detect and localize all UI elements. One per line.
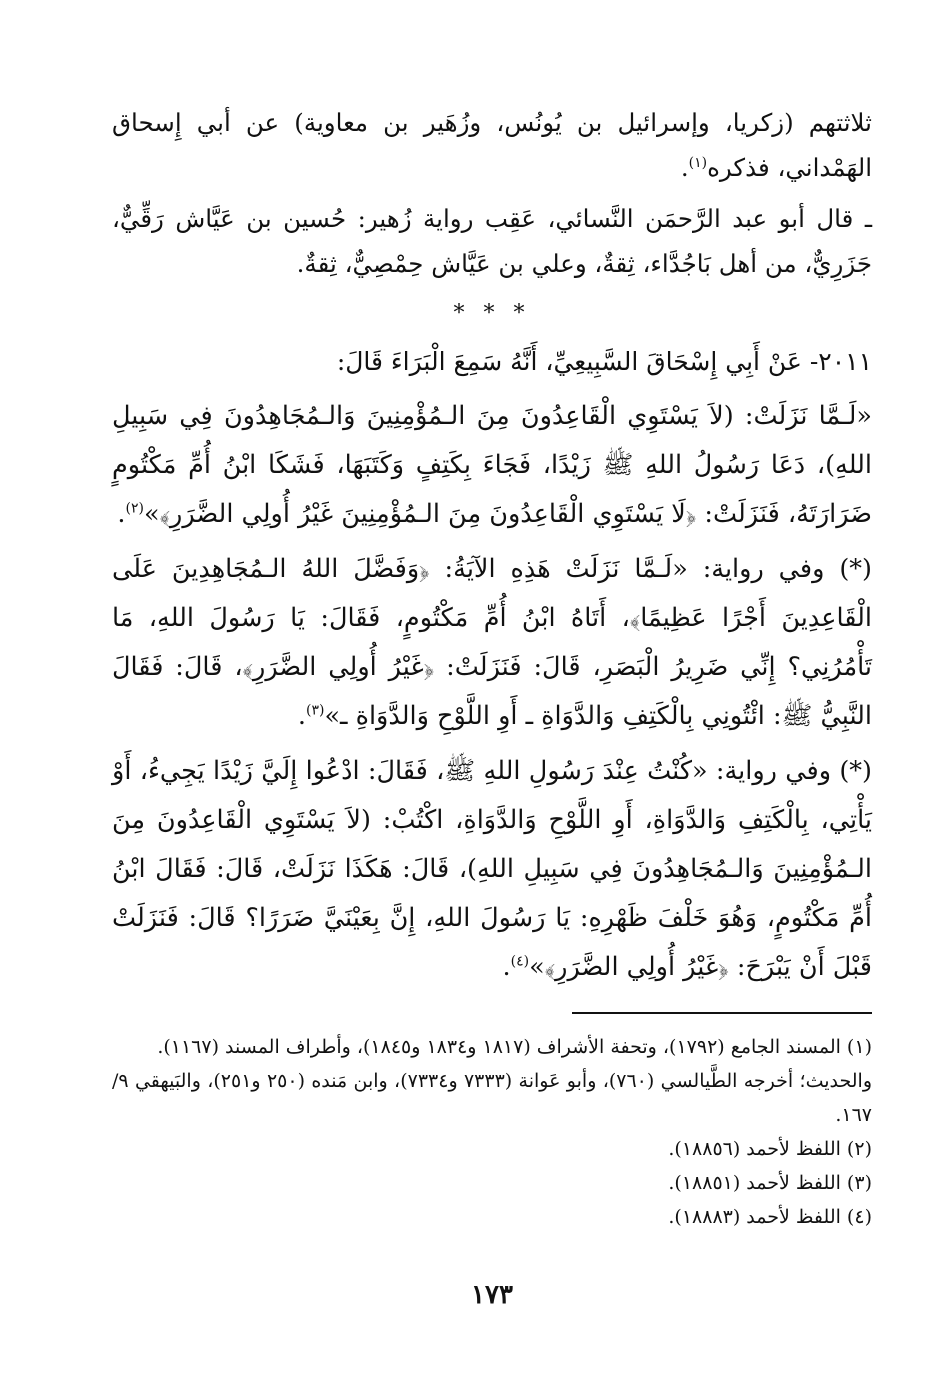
- intro-narrators-paragraph: [112, 100, 872, 190]
- intro-narrators-text: ثلاثتهم (زكريا، وإسرائيل بن يُونُس، وزُهَير بن معاوية) عن أبي إِسحاق الهَمْداني، فذكره: [112, 108, 872, 182]
- footnote-3: (٣) اللفظ لأحمد (١٨٨٥١).: [668, 1172, 872, 1194]
- footnote-ref-3: (٣): [305, 702, 325, 719]
- footnote-4: (٤) اللفظ لأحمد (١٨٨٨٣).: [668, 1206, 872, 1228]
- footnote-ref-4: (٤): [510, 953, 530, 970]
- riwaya-1-body: (*) وفي رواية: «لَـمَّا نَزَلَتْ هَذِهِ الآيَةُ: ﴿وَفَضَّلَ اللهُ الـمُجَاهِدِينَ عَلَى الْقَاعِدِينَ أَجْرًا عَظِيمًا﴾، أَتَاهُ ابْنُ أُمِّ مَكْتُومٍ، فَقَالَ: يَا رَسُولَ اللهِ، مَا تَأْمُرُنِي؟ إِنِّي ضَرِيرُ الْبَصَرِ، قَالَ: فَنَزَلَتْ: ﴿غَيْرُ أُولِي الضَّرَرِ﴾، قَالَ: فَقَالَ النَّبِيُّ ﷺ: ائْتُونِي بِالْكَتِفِ وَالدَّوَاةِ ـ أَوِ اللَّوْحِ وَالدَّوَاةِ ـ»: [112, 554, 872, 731]
- riwaya-2-body: (*) وفي رواية: «كُنْتُ عِنْدَ رَسُولِ اللهِ ﷺ، فَقَالَ: ادْعُوا إِلَيَّ زَيْدًا يَجِيءُ، أَوْ يَأْتِي، بِالْكَتِفِ وَالدَّوَاةِ، أَوِ اللَّوْحِ وَالدَّوَاةِ، اكْتُبْ: (لاَ يَسْتَوِي الْقَاعِدُونَ مِنَ الـمُؤْمِنِينَ وَالـمُجَاهِدُونَ فِي سَبِيلِ اللهِ)، قَالَ: هَكَذَا نَزَلَتْ، قَالَ: فَقَالَ ابْنُ أُمِّ مَكْتُومٍ، وَهُوَ خَلْفَ ظَهْرِهِ: يَا رَسُولَ اللهِ، إِنَّ بِعَيْنَيَّ ضَرَرًا؟ قَالَ: فَنَزَلَتْ قَبْلَ أَنْ يَبْرَحَ: ﴿غَيْرُ أُولِي الضَّرَرِ﴾»: [112, 756, 872, 982]
- hadith-riwaya-1: (*) وفي رواية: «لَـمَّا نَزَلَتْ هَذِهِ الآيَةُ: ﴿وَفَضَّلَ اللهُ الـمُجَاهِدِينَ عَلَى الْقَاعِدِينَ أَجْرًا عَظِيمًا﴾، أَتَاهُ ابْنُ أُمِّ مَكْتُومٍ، فَقَالَ: يَا رَسُولَ اللهِ، مَا تَأْمُرُنِي؟ إِنِّي ضَرِيرُ الْبَصَرِ، قَالَ: فَنَزَلَتْ: ﴿غَيْرُ أُولِي الضَّرَرِ﴾، قَالَ: فَقَالَ النَّبِيُّ ﷺ: ائْتُونِي بِالْكَتِفِ وَالدَّوَاةِ ـ أَوِ اللَّوْحِ وَالدَّوَاةِ ـ»$^{(٣)}$.: [112, 554, 872, 731]
- intro-narrators-end: .: [680, 153, 689, 182]
- footnote-1: (١) المسند الجامع (١٧٩٢)، وتحفة الأشراف (١٨١٧ و١٨٣٤ و١٨٤٥)، وأطراف المسند (١١٦٧).: [157, 1036, 872, 1058]
- hadith-riwaya-2: (*) وفي رواية: «كُنْتُ عِنْدَ رَسُولِ اللهِ ﷺ، فَقَالَ: ادْعُوا إِلَيَّ زَيْدًا يَجِيءُ، أَوْ يَأْتِي، بِالْكَتِفِ وَالدَّوَاةِ، أَوِ اللَّوْحِ وَالدَّوَاةِ، اكْتُبْ: (لاَ يَسْتَوِي الْقَاعِدُونَ مِنَ الـمُؤْمِنِينَ وَالـمُجَاهِدُونَ فِي سَبِيلِ اللهِ)، قَالَ: هَكَذَا نَزَلَتْ، قَالَ: فَقَالَ ابْنُ أُمِّ مَكْتُومٍ، وَهُوَ خَلْفَ ظَهْرِهِ: يَا رَسُولَ اللهِ، إِنَّ بِعَيْنَيَّ ضَرَرًا؟ قَالَ: فَنَزَلَتْ قَبْلَ أَنْ يَبْرَحَ: ﴿غَيْرُ أُولِي الضَّرَرِ﴾»$^{(٤)}$.: [112, 756, 872, 982]
- footnote-divider: [572, 1012, 872, 1014]
- hadith-heading: ٢٠١١- عَنْ أَبِي إِسْحَاقَ السَّبِيعِيِّ، أَنَّهُ سَمِعَ الْبَرَاءَ قَالَ:: [336, 347, 872, 376]
- footnote-1-continued: والحديث؛ أخرجه الطَّيالسي (٧٦٠)، وأبو عَوانة (٧٣٣٣ و٧٣٣٤)، وابن مَنده (٢٥٠ و٢٥١)، والبَيهقي ٩/ ١٦٧.: [112, 1070, 873, 1126]
- footnotes-section: [112, 1030, 872, 1234]
- footnote-2: (٢) اللفظ لأحمد (١٨٨٥٦).: [668, 1138, 872, 1160]
- hadith-main-body: «لَـمَّا نَزَلَتْ: (لاَ يَسْتَوِي الْقَاعِدُونَ مِنَ الـمُؤْمِنِينَ وَالـمُجَاهِدُونَ فِي سَبِيلِ اللهِ)، دَعَا رَسُولُ اللهِ ﷺ زَيْدًا، فَجَاءَ بِكَتِفٍ وَكَتَبَهَا، فَشَكَا ابْنُ أُمِّ مَكْتُومٍ ضَرَارَتَهُ، فَنَزَلَتْ: ﴿لَا يَسْتَوِي الْقَاعِدُونَ مِنَ الـمُؤْمِنِينَ غَيْرُ أُولِي الضَّرَرِ﴾»: [112, 401, 872, 529]
- footnote-ref-1: (١): [688, 154, 708, 171]
- book-page: [112, 100, 872, 1360]
- section-separator: * * *: [453, 301, 531, 326]
- nasai-comment-paragraph: ـ قال أبو عبد الرَّحمَن النَّسائي، عَقِب رواية زُهير: حُسين بن عَيَّاش رَقِّيٌّ، جَزَرِيٌّ، من أهل بَاجُدَّاء، ثِقةٌ، وعلي بن عَيَّاش حِمْصِيٌّ، ثِقةٌ.: [112, 204, 872, 278]
- footnote-ref-2: (٢): [125, 500, 144, 517]
- page-number: ١٧٣: [471, 1280, 513, 1310]
- hadith-main-text: «لَـمَّا نَزَلَتْ: (لاَ يَسْتَوِي الْقَاعِدُونَ مِنَ الـمُؤْمِنِينَ وَالـمُجَاهِدُونَ فِي سَبِيلِ اللهِ)، دَعَا رَسُولُ اللهِ ﷺ زَيْدًا، فَجَاءَ بِكَتِفٍ وَكَتَبَهَا، فَشَكَا ابْنُ أُمِّ مَكْتُومٍ ضَرَارَتَهُ، فَنَزَلَتْ: ﴿لَا يَسْتَوِي الْقَاعِدُونَ مِنَ الـمُؤْمِنِينَ غَيْرُ أُولِي الضَّرَرِ﴾»$^{(٢)}$.: [112, 401, 872, 529]
